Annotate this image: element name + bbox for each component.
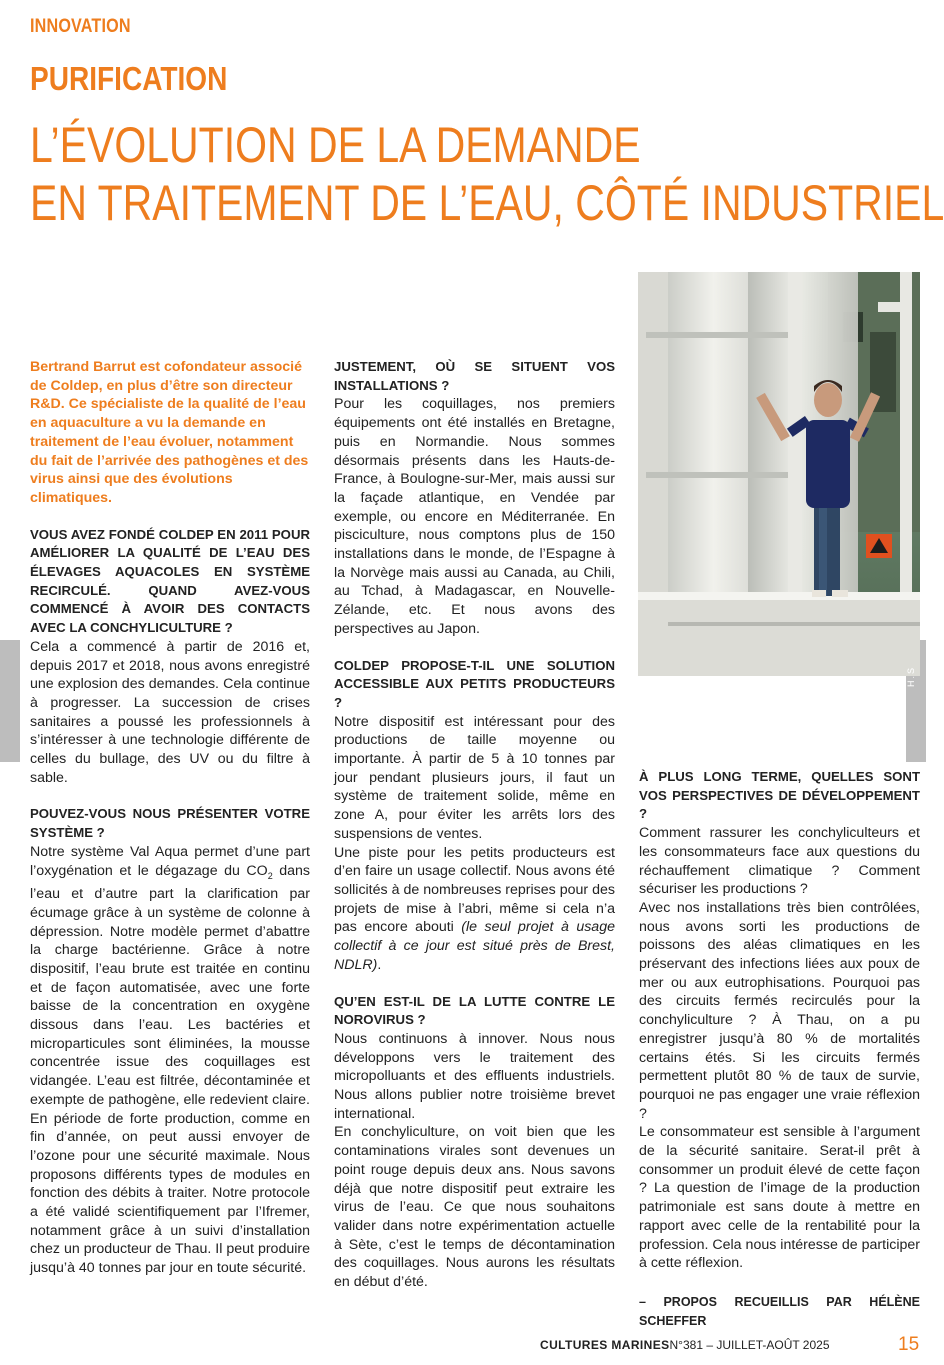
section-rubric: INNOVATION — [30, 16, 131, 37]
photo-illustration — [638, 272, 920, 676]
answer-5: Nous continuons à innover. Nous nous développons vers le traitement des micropolluants et des effluents industriels. Nous allons publier notre troisième brevet international. — [334, 1030, 615, 1122]
issue-info: N°381 – JUILLET-AOÛT 2025 — [669, 1338, 830, 1352]
column-3 — [639, 768, 920, 1330]
article-signature: – PROPOS RECUEILLIS PAR HÉLÈNE SCHEFFER — [639, 1294, 920, 1328]
article-title-line-1: L’ÉVOLUTION DE LA DEMANDE — [30, 117, 641, 173]
question-2: POUVEZ-VOUS NOUS PRÉSENTER VOTRE SYSTÈME ? — [30, 806, 310, 841]
answer-6: Comment rassurer les conchyliculteurs et les consommateurs face aux questions du réchauffement climatique ? Comment sécuriser les productions ? — [639, 825, 920, 898]
answer-3: Pour les coquillages, nos premiers équipements ont été installés en Bretagne, puis en Normandie. Nous sommes désormais présents dans les Hauts-de-France, à Boulogne-sur-Mer, mais aussi sur la façade atlantique, en Vendée par exemple, ou encore en Méditerranée. En pisciculture, nous comptons plus de 150 installations dans le monde, de l’Espagne à la Norvège mais aussi au Canada, au Chili, au Tchad, à Madagascar, en Nouvelle-Zélande, etc. Et nous avons des perspectives au Japon. — [334, 396, 615, 637]
magazine-name: CULTURES MARINES — [540, 1338, 670, 1352]
answer-1: Cela a commencé à partir de 2016 et, depuis 2017 et 2018, nous avons enregistré une explosion des demandes. Cela continue à progresser. La succession de crises sanitaires a poussé les professionnels à s’intéresser à une technologie différente de celles du bullage, des UV ou du filtre à sable. — [30, 638, 310, 786]
page-edge-tab-left — [0, 640, 20, 762]
article-title-line-2: EN TRAITEMENT DE L’EAU, CÔTÉ INDUSTRIEL — [30, 175, 944, 231]
article-lead: Bertrand Barrut est cofondateur associé de Coldep, en plus d’être son directeur R&D. Ce spécialiste de la qualité de l’eau en aquaculture a vu la demande en traitement de l’eau évoluer, notamment du fait de l’arrivée des pathogènes et des virus ainsi que des évolutions climatiques. — [30, 359, 309, 506]
question-1: VOUS AVEZ FONDÉ COLDEP EN 2011 POUR AMÉLIORER LA QUALITÉ DE L’EAU DES ÉLEVAGES AQUACOLES EN SYSTÈME RECIRCULÉ. QUAND AVEZ-VOUS COMMENCÉ À AVOIR DES CONTACTS AVEC LA CONCHYLICULTURE ? — [30, 526, 310, 636]
question-6: À PLUS LONG TERME, QUELLES SONT VOS PERSPECTIVES DE DÉVELOPPEMENT ? — [639, 769, 920, 822]
article-title — [30, 116, 944, 232]
article-kicker: PURIFICATION — [30, 60, 228, 97]
answer-6-final: Le consommateur est sensible à l’argument de la sécurité sanitaire. Serat-il prêt à consommer un produit élevé de cette façon ? La question de l’image de la production patrimoniale est sans doute à mettre en rapport avec celle de la rentabilité pour la profession. Cela nous intéresse de participer à cette réflexion. — [639, 1124, 920, 1272]
column-2 — [334, 358, 615, 1292]
page-footer — [540, 1338, 830, 1352]
answer-2: Notre système Val Aqua permet d’une part l’oxygénation et le dégazage du $CO_2$ dans l’eau et d’autre part la clarification par écumage grâce à un système de colonne à dépression. Notre modèle permet d’abattre la charge bactérienne. Grâce à notre dispositif, l’eau brute est traitée en continu et de façon automatisée, avec une forte baisse de la concentration en oxygène dissous dans l’eau. Les bactéries et microparticules sont éliminées, la mousse concentrée issue des coquillages est vidangée. L’eau est filtrée, décontaminée et exempte de pathogène, elle redevient claire. En période de forte production, comme en fin d’année, on peut aussi envoyer de l’ozone pour une sécurité maximale. Nous proposons différents types de modules en fonction des débits à traiter. Notre protocole a été validé scientifiquement par l’Ifremer, notamment grâce à un suivi d’installation chez un producteur de Thau. Il peut produire jusqu’à 40 tonnes par jour en toute sécurité. — [30, 843, 310, 1277]
answer-4: Notre dispositif est intéressant pour des productions de taille moyenne ou importante. À partir de 5 à 10 tonnes par jour pendant plusieurs jours, il faut un système de traitement solide, même en zone A, pour éviter les arrêts lors des suspensions de ventes. — [334, 713, 615, 842]
answer-5-continued: En conchyliculture, on voit bien que les contaminations virales sont devenues un point rouge depuis deux ans. Nous savons déjà que notre dispositif peut extraire les virus de l’eau. Ce que nous souhaitons valider dans notre expérimentation actuelle à Sète, c’est le temps de décontamination des coquillages. Nous aurons les résultats en début d’été. — [334, 1124, 615, 1291]
page-number: 15 — [898, 1334, 920, 1355]
question-5: QU’EN EST-IL DE LA LUTTE CONTRE LE NOROVIRUS ? — [334, 993, 615, 1028]
column-1 — [30, 358, 310, 1278]
answer-6-continued: Avec nos installations très bien contrôlées, nous avons sorti les productions de poissons des aléas climatiques en les préservant des infections liées aux poux de mer ou aux eutrophisations. Pourquoi pas des circuits fermés recirculés pour la conchyliculture ? À Thau, on a pu enregistrer jusqu’à 80 % de mortalités certains étés. Si les circuits fermés permettent plutôt 80 % de taux de survie, pourquoi ne pas engager une vraie réflexion ? — [639, 899, 920, 1122]
article-photo — [638, 272, 920, 688]
question-3: JUSTEMENT, OÙ SE SITUENT VOS INSTALLATIONS ? — [334, 359, 615, 393]
question-4: COLDEP PROPOSE-T-IL UNE SOLUTION ACCESSIBLE AUX PETITS PRODUCTEURS ? — [334, 657, 615, 710]
answer-4-continued: Une piste pour les petits producteurs est d’en faire un usage collectif. Nous avons été sollicités à de nombreuses reprises pour des projets de mise à l’abri, même si cela n’a pas encore abouti (le seul projet à usage collectif à ce jour est situé près de Brest, NDLR). — [334, 844, 615, 973]
photo-credit: H.S — [906, 666, 916, 688]
